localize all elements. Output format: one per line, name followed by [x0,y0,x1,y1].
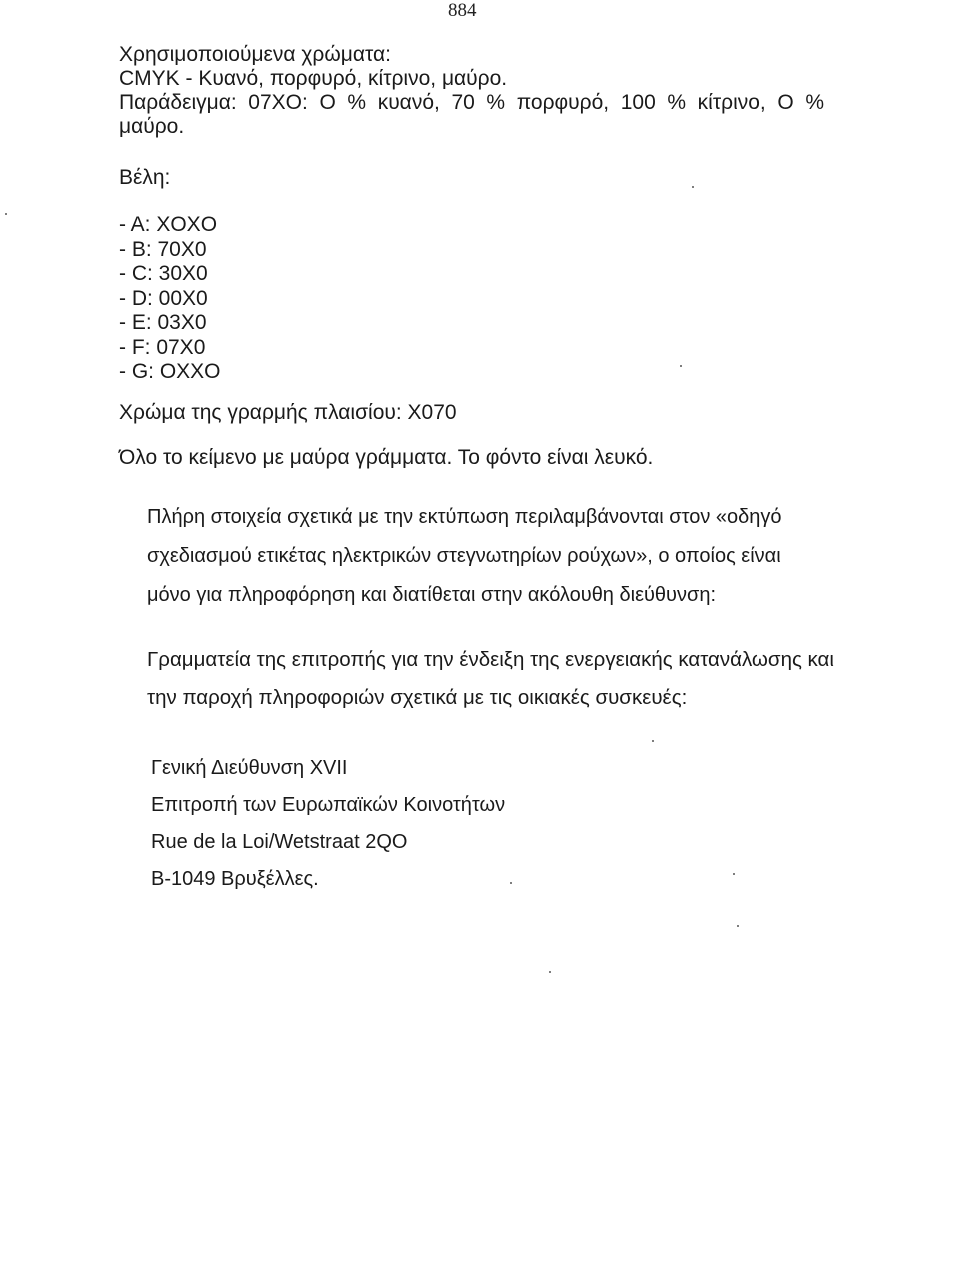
info-paragraph: Πλήρη στοιχεία σχετικά με την εκτύπωση περιλαμβάνονται στον «οδηγό σχεδιασμού ετικέτας ηλεκτρικών στεγνωτηρίων ρούχων», ο οποίος είναι μόνο για πληροφόρηση και διατίθεται στην ακόλουθη διεύθυνση: [147,506,782,606]
address-line-1: Γενική Διεύθυνση XVII [151,757,348,779]
arrow-item-d: - D: 00X0 [119,286,208,310]
scan-speck [680,365,682,367]
frame-line-color: Χρώμα της γραρμής πλαισίου: X070 [119,401,457,424]
scan-speck [733,873,735,875]
arrow-item-c: - C: 30X0 [119,262,208,285]
arrow-item-g: - G: OXXO [119,360,221,383]
colors-used-section [119,43,829,139]
arrow-item-b: - B: 70X0 [119,237,207,261]
text-color-note: Όλο το κείμενο με μαύρα γράμματα. Το φόντο είναι λευκό. [119,446,654,469]
secretariat-paragraph: Γραμματεία της επιτροπής για την ένδειξη της ενεργειακής κατανάλωσης και την παροχή πληροφοριών σχετικά με τις οικιακές συσκευές: [147,648,834,709]
arrows-list [119,213,221,385]
arrows-title: Βέλη: [119,166,171,189]
address-line-4: B-1049 Βρυξέλλες. [151,868,319,890]
address-line-2: Επιτροπή των Ευρωπαϊκών Κοινοτήτων [151,794,506,816]
cmyk-line: CMYK - Κυανό, πορφυρό, κίτρινο, μαύρο. [119,67,508,90]
scan-speck [510,882,512,884]
scan-speck [549,971,551,973]
colors-heading: Χρησιμοποιούμενα χρώματα: [119,43,391,66]
arrow-item-a: - A: XOXO [119,213,218,236]
arrow-item-f: - F: 07X0 [119,335,206,359]
scan-speck [5,213,7,215]
scan-speck [737,925,739,927]
address-block [151,750,505,898]
color-example: Παράδειγμα: 07ΧΟ: Ο % κυανό, 70 % πορφυρό, 100 % κίτρινο, Ο % μαύρο. [119,91,824,138]
address-line-3: Rue de la Loi/Wetstraat 2QO [151,831,408,853]
arrow-item-e: - E: 03X0 [119,311,207,334]
scan-speck [652,740,654,742]
page-number: 884 [448,0,477,21]
scan-speck [692,186,694,188]
